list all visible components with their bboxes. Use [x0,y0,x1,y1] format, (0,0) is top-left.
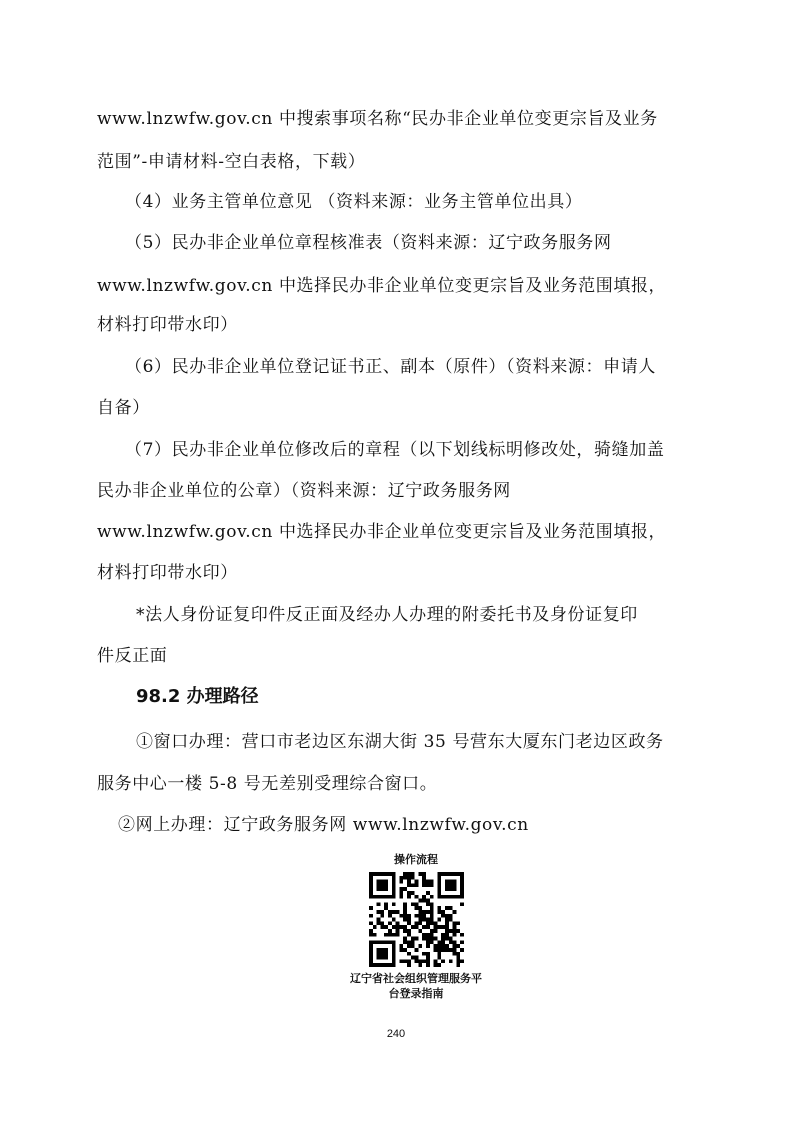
path-line-online: ②网上办理：辽宁政务服务网 www.lnzwfw.gov.cn [118,815,529,835]
qr-caption-line-2: 台登录指南 [388,987,444,1000]
text-line-8: 自备） [97,398,150,418]
qr-title: 操作流程 [394,853,438,866]
text-line-3: （4）业务主管单位意见 （资料来源：业务主管单位出具） [125,192,583,212]
qr-code-icon [369,872,464,967]
text-line-6: 材料打印带水印） [97,315,238,335]
section-heading: 98.2 办理路径 [136,686,259,707]
page-number: 240 [386,1028,406,1040]
qr-caption-line-1: 辽宁省社会组织管理服务平 [350,972,482,985]
text-line-11: www.lnzwfw.gov.cn 中选择民办非企业单位变更宗旨及业务范围填报， [97,522,667,542]
text-line-2: 范围”-申请材料-空白表格，下载） [97,152,366,172]
text-line-13: *法人身份证复印件反正面及经办人办理的附委托书及身份证复印 [136,605,638,625]
text-line-5: www.lnzwfw.gov.cn 中选择民办非企业单位变更宗旨及业务范围填报， [97,276,667,296]
text-line-10: 民办非企业单位的公章）（资料来源：辽宁政务服务网 [97,481,511,501]
text-line-9: （7）民办非企业单位修改后的章程（以下划线标明修改处，骑缝加盖 [125,440,665,460]
text-line-14: 件反正面 [97,646,168,666]
path-line-window-cont: 服务中心一楼 5-8 号无差别受理综合窗口。 [97,774,438,794]
text-line-4: （5）民办非企业单位章程核准表（资料来源：辽宁政务服务网 [125,233,612,253]
text-line-7: （6）民办非企业单位登记证书正、副本（原件）（资料来源：申请人 [125,357,656,377]
text-line-12: 材料打印带水印） [97,563,238,583]
path-line-window: ①窗口办理：营口市老边区东湖大街 35 号营东大厦东门老边区政务 [136,732,664,752]
text-line-1: www.lnzwfw.gov.cn 中搜索事项名称“民办非企业单位变更宗旨及业务 [97,109,658,129]
